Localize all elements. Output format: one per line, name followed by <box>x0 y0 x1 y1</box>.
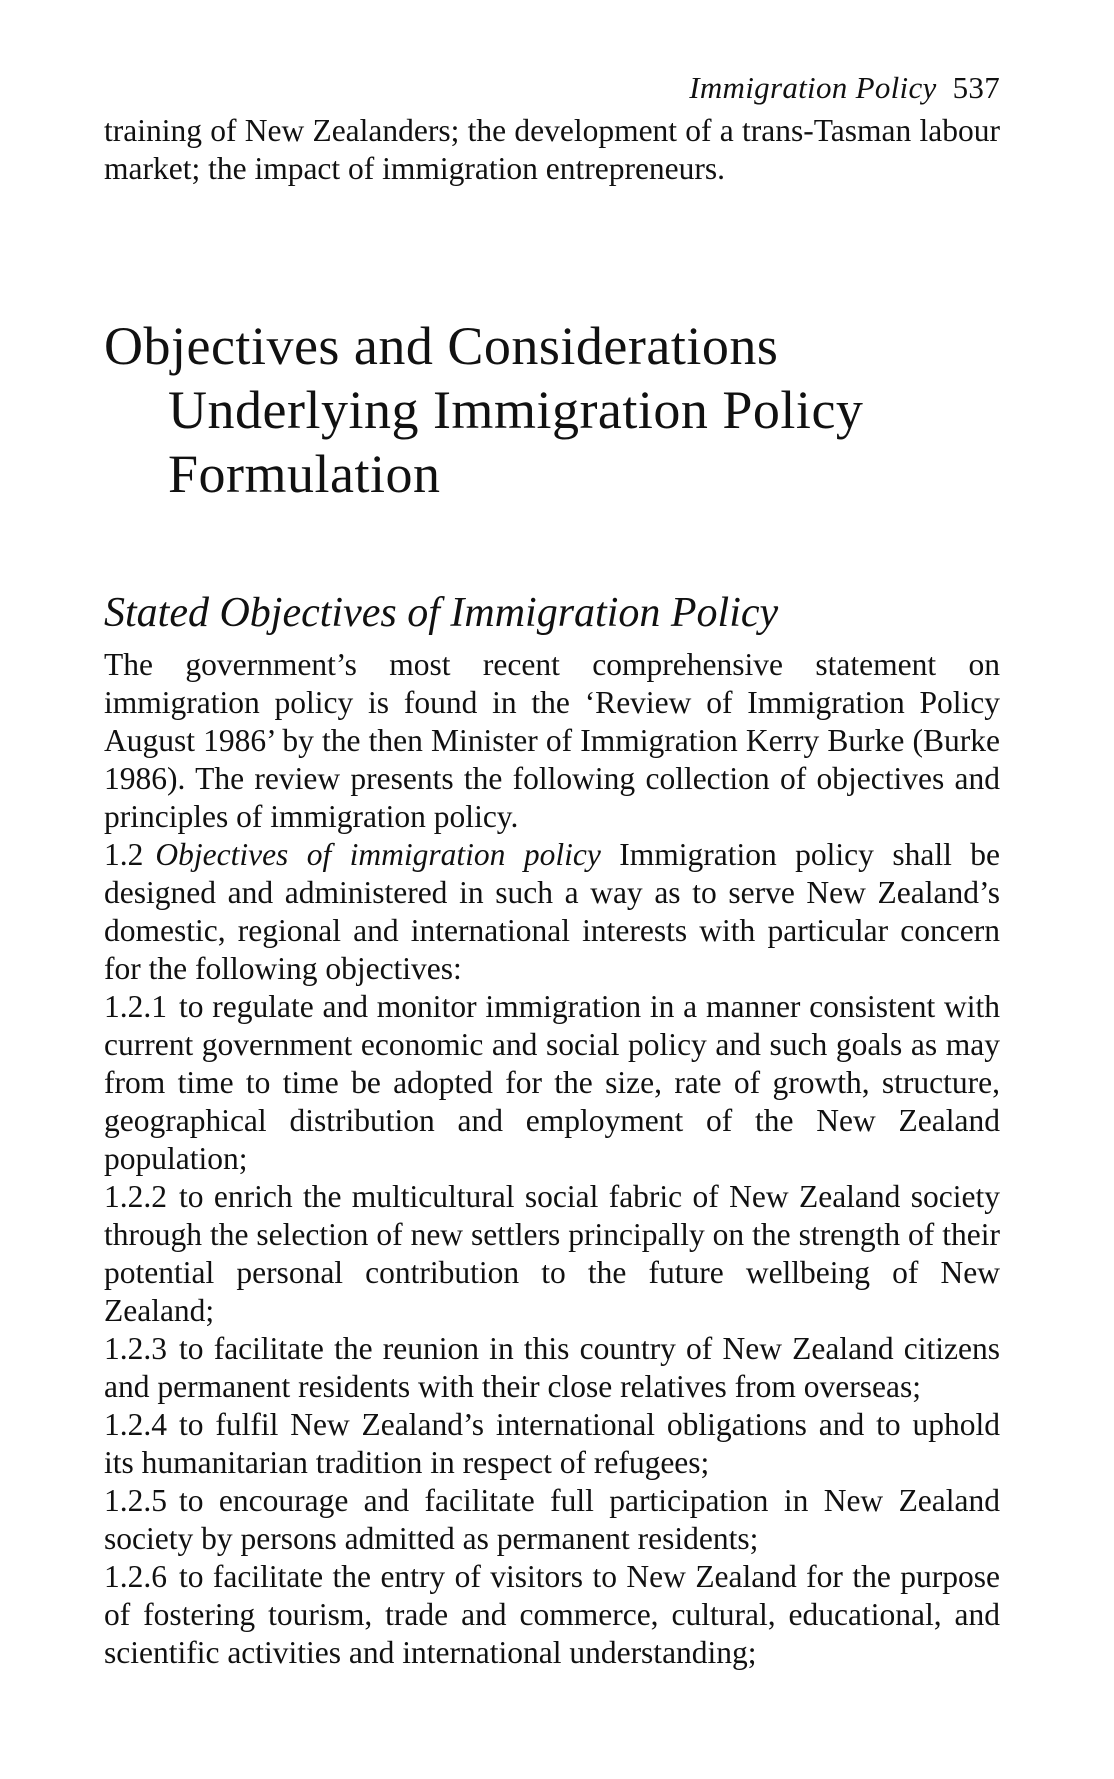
list-item <box>104 1482 1000 1558</box>
clause-1-2 <box>104 836 1000 988</box>
item-text: to fulfil New Zealand’s international obligations and to uphold its humanitarian tradition in respect of refugees; <box>104 1407 1000 1480</box>
list-item <box>104 1406 1000 1482</box>
book-page <box>104 70 1000 1672</box>
chapter-title: Objectives and Considerations Underlying Immigration Policy Formulation <box>104 316 864 504</box>
item-text: to enrich the multicultural social fabric of New Zealand society through the selection of new settlers principally on the strength of their potential personal contribution to the future wellbeing of New Zealand; <box>104 1179 1000 1328</box>
item-text: to facilitate the reunion in this country of New Zealand citizens and permanent residents with their close relatives from overseas; <box>104 1331 1000 1404</box>
running-head-title: Immigration Policy <box>689 70 937 105</box>
clause-number: 1.2 <box>104 837 144 872</box>
item-number: 1.2.1 <box>104 989 167 1024</box>
paragraph-1: The government’s most recent comprehensive statement on immigration policy is found in the ‘Review of Immigration Policy August 1986’ by the then Minister of Immigration Kerry Burke (Burke 1986). The review presents the following collection of objectives and principles of immigration policy. <box>104 647 1000 834</box>
item-number: 1.2.6 <box>104 1559 167 1594</box>
clause-heading: Objectives of immigration policy <box>155 837 601 872</box>
clause-text: Immigration policy shall be designed and administered in such a way as to serve New Zealand’s domestic, regional and international interests with particular concern for the following objectives: <box>104 837 1001 986</box>
running-head <box>104 70 1000 106</box>
intro-paragraph: training of New Zealanders; the development of a trans-Tasman labour market; the impact of immigration entrepreneurs. <box>104 113 1000 186</box>
list-item <box>104 1178 1000 1330</box>
list-item <box>104 1558 1000 1672</box>
item-text: to facilitate the entry of visitors to New Zealand for the purpose of fostering tourism, trade and commerce, cultural, educational, and scientific activities and international understanding; <box>104 1559 1000 1670</box>
section-title: Stated Objectives of Immigration Policy <box>104 590 779 636</box>
item-text: to encourage and facilitate full participation in New Zealand society by persons admitted as permanent residents; <box>104 1483 1000 1556</box>
list-item <box>104 1330 1000 1406</box>
item-number: 1.2.2 <box>104 1179 167 1214</box>
item-number: 1.2.3 <box>104 1331 167 1366</box>
item-number: 1.2.4 <box>104 1407 167 1442</box>
list-item <box>104 988 1000 1178</box>
item-number: 1.2.5 <box>104 1483 167 1518</box>
item-text: to regulate and monitor immigration in a manner consistent with current government economic and social policy and such goals as may from time to time be adopted for the size, rate of growth, structure, geographical distribution and employment of the New Zealand population; <box>104 989 1000 1176</box>
page-number: 537 <box>952 70 1000 105</box>
